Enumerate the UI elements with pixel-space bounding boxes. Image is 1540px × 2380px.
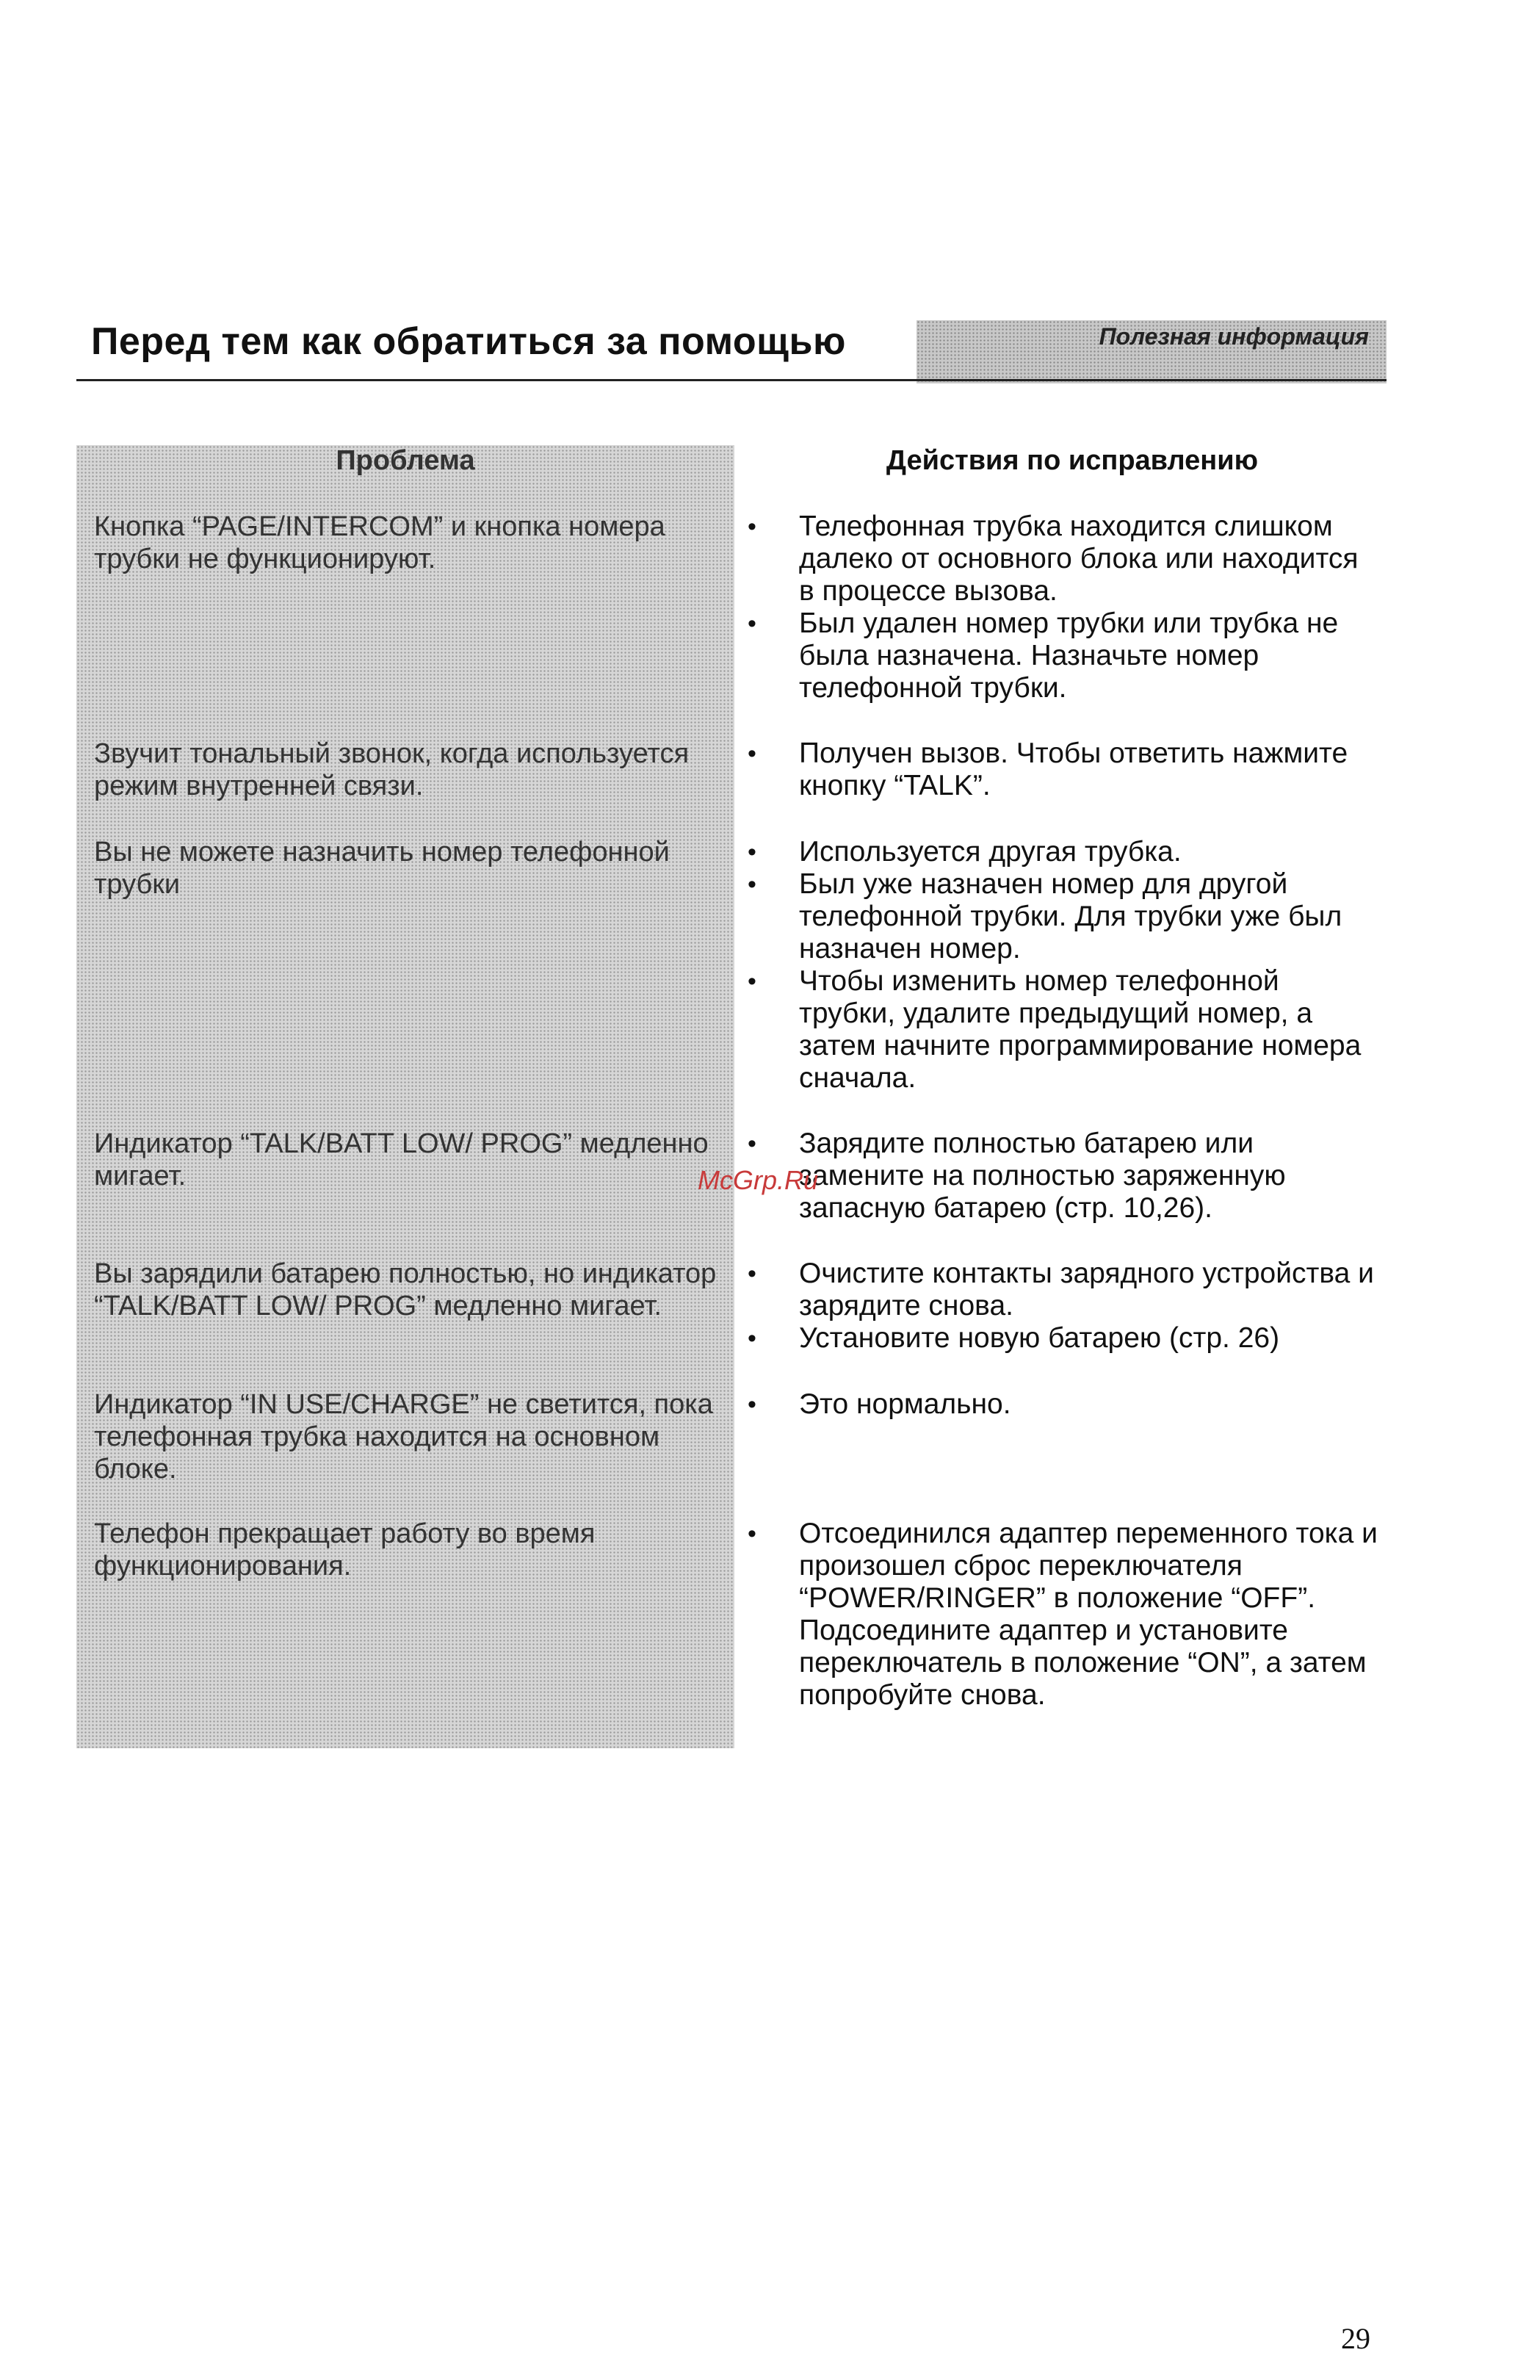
page-title: Перед тем как обратиться за помощью [91, 320, 846, 363]
fix-text: Зарядите полностью батарею или замените на полностью заряженную запасную батарею (стр. 10,26). [799, 1128, 1286, 1224]
bullet-icon: • [748, 1324, 756, 1352]
fix-list [734, 1388, 1381, 1421]
fix-item [734, 868, 1381, 965]
header-divider [76, 379, 1387, 381]
fix-item [734, 836, 1381, 868]
fix-list [734, 1518, 1381, 1712]
watermark: McGrp.Ru [698, 1165, 819, 1195]
fix-list [734, 836, 1381, 1095]
fix-column-header: Действия по исправлению [886, 445, 1259, 476]
bullet-icon: • [748, 967, 756, 995]
fix-item [734, 1322, 1381, 1355]
problem-text: Вы зарядили батарею полностью, но индикатор “TALK/BATT LOW/ PROG” медленно мигает. [94, 1258, 717, 1321]
bullet-icon: • [748, 610, 756, 638]
page-number: 29 [1341, 2322, 1370, 2355]
problem-text: Телефон прекращает работу во время функционирования. [94, 1518, 596, 1582]
bullet-icon: • [748, 838, 756, 866]
fix-text: Отсоединился адаптер переменного тока и произошел сброс переключателя “POWER/RINGER” в положение “OFF”. Подсоедините адаптер и установите переключатель в положение “ON”, а затем попробуйте снова. [799, 1518, 1378, 1711]
bullet-icon: • [748, 513, 756, 541]
fix-text: Был уже назначен номер для другой телефонной трубки. Для трубки уже был назначен номер. [799, 868, 1342, 964]
problem-text: Индикатор “IN USE/CHARGE” не светится, пока телефонная трубка находится на основном блоке. [94, 1389, 713, 1485]
fix-list [734, 738, 1381, 802]
fix-text: Это нормально. [799, 1388, 1011, 1420]
fix-item [734, 1388, 1381, 1421]
fix-list [734, 511, 1381, 704]
section-tag: Полезная информация [917, 320, 1387, 383]
fix-text: Установите новую батарею (стр. 26) [799, 1322, 1280, 1354]
bullet-icon: • [748, 870, 756, 898]
fix-item [734, 965, 1381, 1095]
fix-item [734, 1258, 1381, 1322]
fix-item [734, 738, 1381, 802]
fix-list [734, 1258, 1381, 1355]
problem-text: Кнопка “PAGE/INTERCOM” и кнопка номера трубки не функционируют. [94, 511, 665, 574]
problem-text: Вы не можете назначить номер телефонной трубки [94, 837, 670, 900]
problem-text: Индикатор “TALK/BATT LOW/ PROG” медленно мигает. [94, 1128, 709, 1191]
fix-item [734, 607, 1381, 704]
problem-text: Звучит тональный звонок, когда используется режим внутренней связи. [94, 738, 690, 801]
fix-item [734, 1518, 1381, 1712]
bullet-icon: • [748, 1391, 756, 1418]
bullet-icon: • [748, 1260, 756, 1288]
fix-text: Был удален номер трубки или трубка не была назначена. Назначьте номер телефонной трубки. [799, 607, 1339, 704]
fix-text: Чтобы изменить номер телефонной трубки, удалите предыдущий номер, а затем начните программирование номера сначала. [799, 965, 1362, 1094]
fix-item [734, 1128, 1381, 1225]
problem-column-header: Проблема [336, 445, 475, 476]
bullet-icon: • [748, 1520, 756, 1548]
fix-text: Получен вызов. Чтобы ответить нажмите кнопку “TALK”. [799, 738, 1348, 801]
fix-text: Используется другая трубка. [799, 836, 1182, 868]
fix-list [734, 1128, 1381, 1225]
bullet-icon: • [748, 1130, 756, 1158]
bullet-icon: • [748, 740, 756, 768]
fix-text: Очистите контакты зарядного устройства и зарядите снова. [799, 1258, 1374, 1321]
fix-item [734, 511, 1381, 607]
fix-text: Телефонная трубка находится слишком далеко от основного блока или находится в процессе вызова. [799, 511, 1359, 607]
